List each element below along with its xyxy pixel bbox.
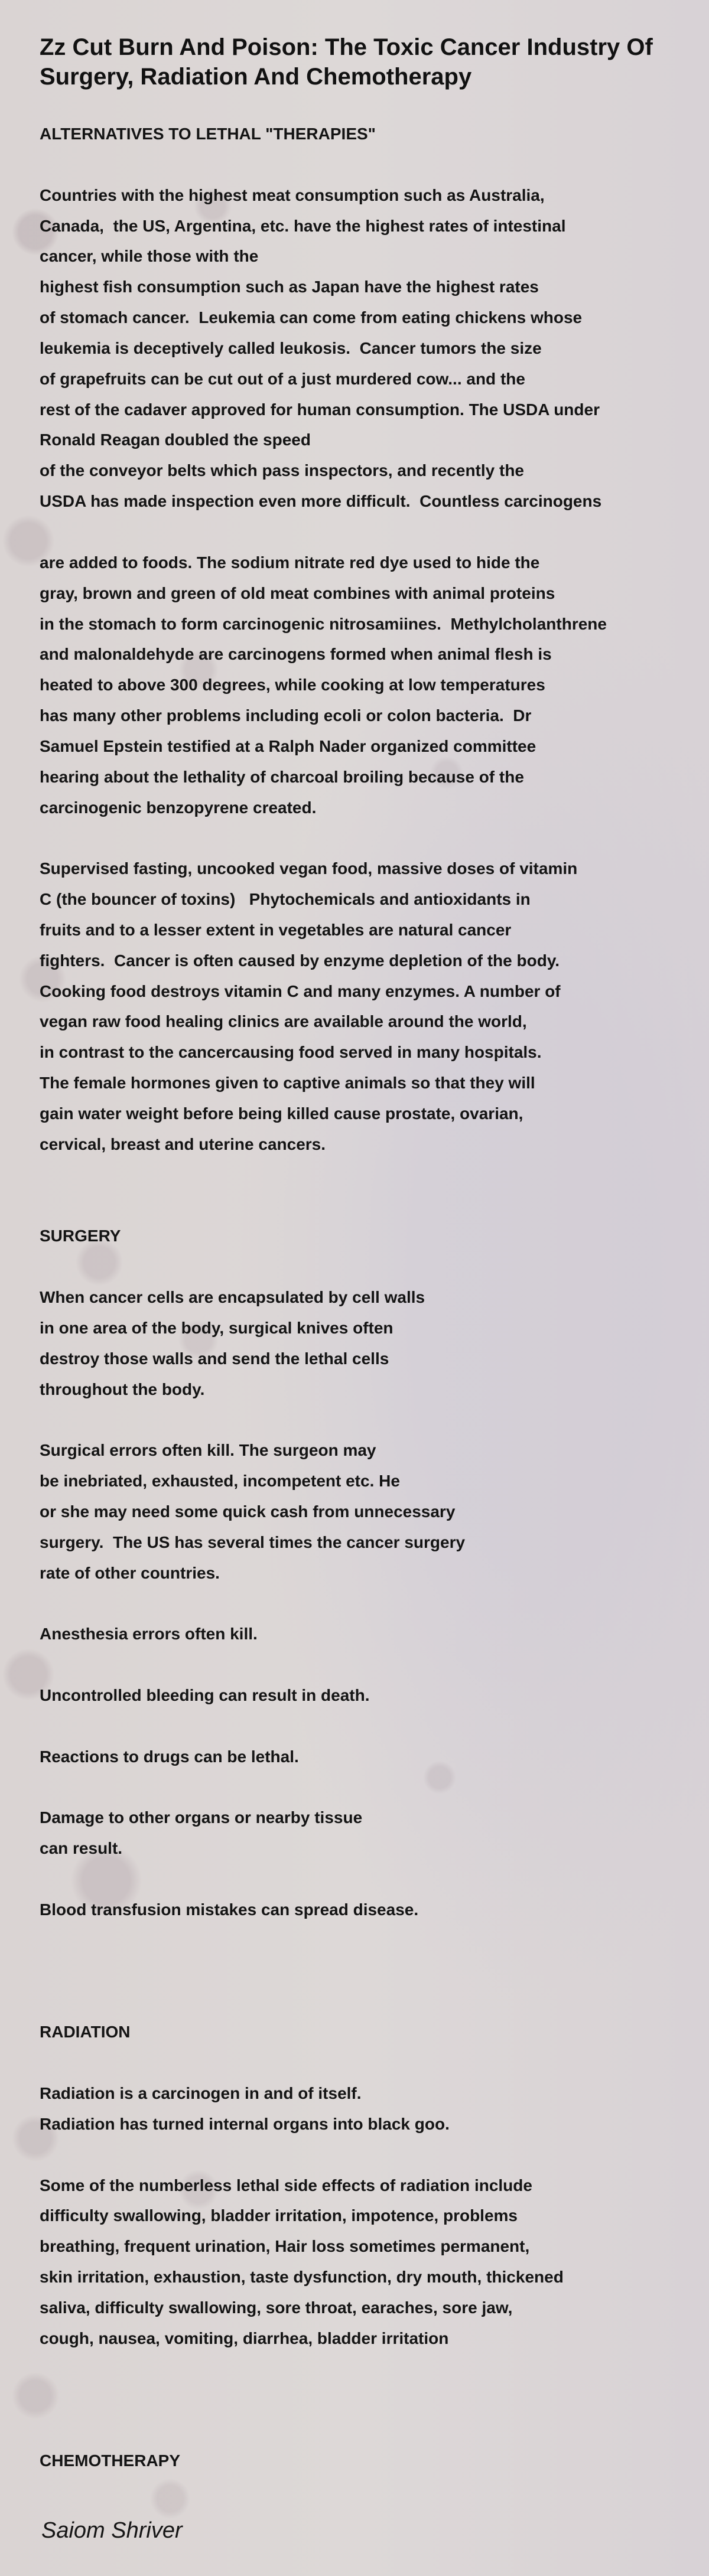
poem-line: are added to foods. The sodium nitrate red dye used to hide the [40,553,540,572]
author-signature: Saiom Shriver [41,2518,183,2543]
poem-line: in one area of the body, surgical knives often [40,1318,393,1337]
poem-line: Damage to other organs or nearby tissue [40,1808,363,1827]
poem-line: C (the bouncer of toxins) Phytochemicals and antioxidants in [40,890,531,909]
poem-line: Countries with the highest meat consumption such as Australia, [40,185,545,204]
poem-line: cancer, while those with the [40,247,259,266]
poem-line: cough, nausea, vomiting, diarrhea, bladder irritation [40,2329,449,2347]
poem-line: Surgical errors often kill. The surgeon may [40,1441,376,1460]
section-heading: ALTERNATIVES TO LETHAL "THERAPIES" [40,125,376,143]
poem-line: highest fish consumption such as Japan have the highest rates [40,278,539,296]
poem-line: fruits and to a lesser extent in vegetables are natural cancer [40,920,512,939]
blank-line [40,823,701,853]
poem-line: Blood transfusion mistakes can spread disease. [40,1900,419,1919]
section-heading: SURGERY [40,1227,121,1245]
poem-line: leukemia is deceptively called leukosis. Cancer tumors the size [40,338,542,357]
poem-line: of stomach cancer. Leukemia can come from eating chickens whose [40,308,583,327]
poem-line: rest of the cadaver approved for human consumption. The USDA under [40,400,600,419]
poem-line: cervical, breast and uterine cancers. [40,1134,326,1153]
poem-line: Cooking food destroys vitamin C and many enzymes. A number of [40,982,561,1000]
poem-line: and malonaldehyde are carcinogens formed when animal flesh is [40,645,552,664]
blank-line [40,1589,701,1619]
poem-title: Zz Cut Burn And Poison: The Toxic Cancer Industry Of Surgery, Radiation And Chemotherapy [40,34,653,90]
poem-line: USDA has made inspection even more difficult. Countless carcinogens [40,492,602,511]
blank-line [40,1160,701,1191]
poem-line: skin irritation, exhaustion, taste dysfunction, dry mouth, thickened [40,2268,564,2287]
poem-line: vegan raw food healing clinics are available around the world, [40,1012,527,1031]
poem-line: in the stomach to form carcinogenic nitrosamiines. Methylcholanthrene [40,614,607,633]
blank-line [40,517,701,547]
blank-line [40,1251,701,1282]
poem-body [40,119,701,2476]
blank-line [40,1711,701,1742]
poem-line: of grapefruits can be cut out of a just murdered cow... and the [40,369,525,388]
poem-line: can result. [40,1839,123,1858]
poem-line: The female hormones given to captive animals so that they will [40,1074,535,1093]
blank-line [40,149,701,180]
poem-line: gain water weight before being killed cause prostate, ovarian, [40,1104,523,1123]
poem-line: Reactions to drugs can be lethal. [40,1747,299,1766]
blank-line [40,1772,701,1803]
blank-line [40,2415,701,2445]
poem-line: be inebriated, exhausted, incompetent etc. He [40,1472,400,1491]
poem-line: in contrast to the cancercausing food served in many hospitals. [40,1043,542,1062]
poem-line: Radiation has turned internal organs into black goo. [40,2114,450,2133]
poem-line: rate of other countries. [40,1563,220,1582]
poem-line: Some of the numberless lethal side effects of radiation include [40,2176,532,2195]
poem-line: carcinogenic benzopyrene created. [40,798,317,817]
poem-line: difficulty swallowing, bladder irritation, impotence, problems [40,2206,518,2225]
poem-line: Samuel Epstein testified at a Ralph Nader organized committee [40,736,536,755]
blank-line [40,1925,701,1956]
poem-line: Radiation is a carcinogen in and of itself. [40,2084,362,2102]
blank-line [40,1986,701,2017]
poem-line: When cancer cells are encapsulated by cell walls [40,1288,425,1307]
section-heading: CHEMOTHERAPY [40,2451,181,2470]
blank-line [40,2354,701,2385]
poem-line: of the conveyor belts which pass inspectors, and recently the [40,461,524,480]
poem-line: breathing, frequent urination, Hair loss sometimes permanent, [40,2237,530,2256]
poem-line: fighters. Cancer is often caused by enzyme depletion of the body. [40,951,560,970]
poem-line: Anesthesia errors often kill. [40,1625,258,1644]
poem-line: gray, brown and green of old meat combines with animal proteins [40,583,555,602]
poem-line: surgery. The US has several times the cancer surgery [40,1532,466,1551]
blank-line [40,1956,701,1987]
poem-line: Supervised fasting, uncooked vegan food, massive doses of vitamin [40,859,578,878]
poem-line: heated to above 300 degrees, while cooking at low temperatures [40,676,545,694]
blank-line [40,2047,701,2078]
poem-line: has many other problems including ecoli or colon bacteria. Dr [40,706,532,725]
blank-line [40,1649,701,1680]
poem-line: throughout the body. [40,1380,205,1398]
poem-line: saliva, difficulty swallowing, sore throat, earaches, sore jaw, [40,2298,513,2317]
section-heading: RADIATION [40,2023,131,2042]
blank-line [40,2140,701,2170]
blank-line [40,1404,701,1435]
poem-line: Canada, the US, Argentina, etc. have the highest rates of intestinal [40,216,566,235]
blank-line [40,2384,701,2415]
poem-line: destroy those walls and send the lethal cells [40,1349,389,1368]
blank-line [40,1191,701,1221]
poem-line: hearing about the lethality of charcoal broiling because of the [40,767,524,786]
poem-line: or she may need some quick cash from unnecessary [40,1502,456,1521]
poem-line: Ronald Reagan doubled the speed [40,431,311,449]
blank-line [40,1864,701,1894]
poem-line: Uncontrolled bleeding can result in death. [40,1686,370,1705]
